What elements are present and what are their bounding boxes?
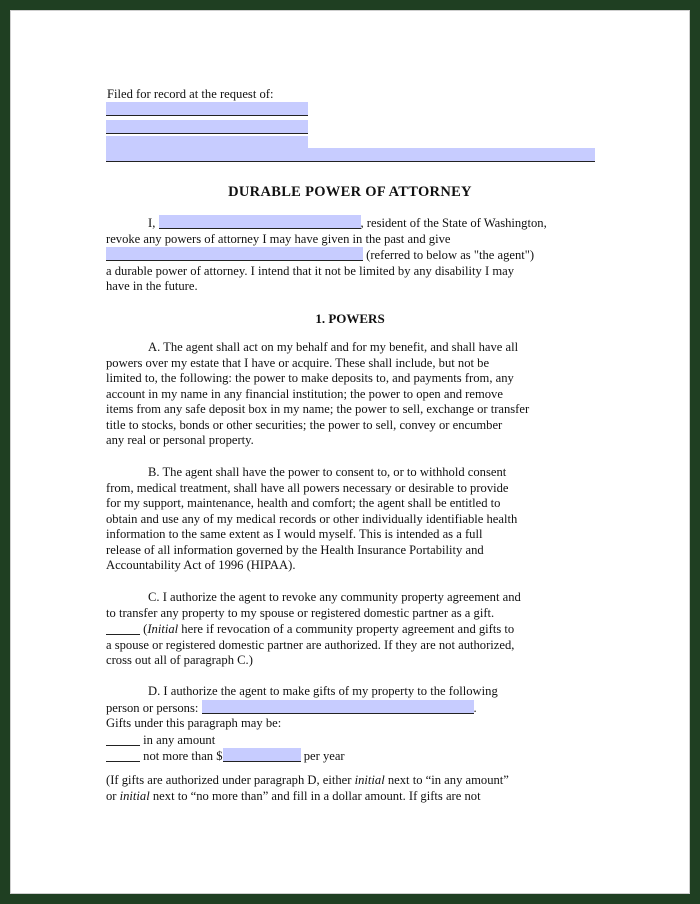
paragraph-a [106, 340, 596, 449]
para-b-line: Accountability Act of 1996 (HIPAA). [106, 558, 296, 572]
agent-name-field[interactable] [106, 247, 363, 261]
para-a-line: title to stocks, bonds or other securities; the power to sell, convey or encumber [106, 417, 503, 432]
paragraph-e [106, 773, 596, 804]
paragraph-d [106, 684, 596, 765]
filed-field-1[interactable] [106, 102, 308, 116]
filed-field-4[interactable] [106, 148, 595, 162]
para-c-line-3-post: here if revocation of a community property agreement and gifts to [178, 622, 515, 636]
para-d-line-3: Gifts under this paragraph may be: [106, 716, 282, 730]
document-page [10, 10, 690, 894]
para-e-line-1-pre: (If gifts are authorized under paragraph D, either [106, 773, 355, 787]
document-title: DURABLE POWER OF ATTORNEY [228, 184, 472, 200]
para-a-line: any real or personal property. [106, 433, 254, 447]
para-b-line: from, medical treatment, shall have all powers necessary or desirable to provide [106, 480, 509, 495]
para-a-line: account in my name in any financial institution; the power to open and remove [106, 386, 503, 401]
para-e-line-1-post: next to “in any amount” [384, 773, 509, 787]
para-b-line: release of all information governed by the Health Insurance Portability and [106, 542, 484, 557]
dollar-amount-field[interactable] [223, 748, 301, 762]
intro-section [106, 215, 596, 295]
initial-any-amount-field[interactable] [106, 732, 140, 746]
para-b-line: for my support, maintenance, health and comfort; the agent shall be entitled to [106, 496, 501, 510]
durable-text-2: have in the future. [106, 279, 198, 293]
para-c-line-1: C. I authorize the agent to revoke any community property agreement and [148, 590, 521, 604]
per-year-label: per year [303, 749, 345, 763]
gift-recipients-field[interactable] [202, 700, 474, 714]
period-mark: . [473, 700, 477, 715]
option-max-amount: not more than $ [143, 749, 223, 763]
para-b-line: obtain and use any of my medical records or other individually identifiable health [106, 511, 518, 526]
initial-word: Initial [147, 622, 179, 636]
para-e-line-2-post: next to “no more than” and fill in a dollar amount. If gifts are not [149, 788, 481, 803]
para-a-line: A. The agent shall act on my behalf and for my benefit, and shall have all [148, 340, 519, 354]
paragraph-c [106, 590, 596, 669]
para-d-line-2: person or persons: [106, 700, 199, 715]
para-a-line: limited to, the following: the power to make deposits to, and payments from, any [106, 371, 514, 385]
para-c-line-5: cross out all of paragraph C.) [106, 653, 253, 667]
para-b-line: B. The agent shall have the power to consent to, or to withhold consent [148, 465, 507, 479]
para-c-line-4: a spouse or registered domestic partner are authorized. If they are not authorized, [106, 637, 515, 652]
durable-text-1: a durable power of attorney. I intend that it not be limited by any disability I may [106, 263, 515, 278]
para-a-line: items from any safe deposit box in my name; the power to sell, exchange or transfer [106, 402, 530, 416]
initial-word: initial [119, 788, 150, 803]
referred-text: (referred to below as "the agent") [366, 248, 535, 262]
revoke-text: revoke any powers of attorney I may have given in the past and give [106, 231, 451, 246]
para-c-line-3-pre: ( [143, 622, 148, 636]
para-a-line: powers over my estate that I have or acquire. These shall include, but not be [106, 355, 490, 370]
para-b-line: information to the same extent as I would myself. This is intended as a full [106, 527, 483, 541]
option-any-amount: in any amount [143, 732, 216, 747]
para-d-line-1: D. I authorize the agent to make gifts of my property to the following [148, 684, 498, 698]
para-e-line-2-pre: or [106, 788, 120, 803]
paragraph-b [106, 465, 596, 574]
section-heading-powers: 1. POWERS [315, 311, 385, 326]
initial-c-field[interactable] [106, 621, 140, 635]
i-label: I, [148, 216, 156, 230]
para-c-line-2: to transfer any property to my spouse or registered domestic partner as a gift. [106, 605, 495, 620]
filed-field-2[interactable] [106, 120, 308, 134]
filed-label: Filed for record at the request of: [107, 87, 274, 101]
initial-word: initial [354, 773, 385, 787]
resident-text: , resident of the State of Washington, [360, 216, 547, 230]
initial-max-amount-field[interactable] [106, 748, 140, 762]
principal-name-field[interactable] [159, 215, 361, 229]
